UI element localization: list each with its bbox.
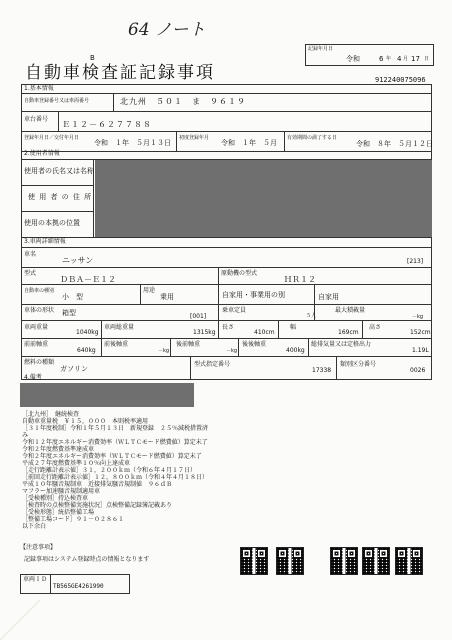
capacity-label: 乗車定員 bbox=[222, 307, 247, 314]
type-approval-label: 型式指定番号 bbox=[194, 361, 231, 368]
remark-line: マフラー加速騒音規制適用車 bbox=[22, 488, 101, 495]
handwritten-note: 64 ノート bbox=[128, 20, 206, 40]
remark-line: 自動車重量税 ￥１５，０００ 本則税率適用 bbox=[22, 418, 149, 425]
length-value: 410cm bbox=[254, 329, 275, 336]
displacement-value: 1.19L bbox=[412, 347, 429, 354]
front-front-axle-value: 640kg bbox=[77, 347, 96, 354]
registration-number-label: 自動車登録番号又は車両番号 bbox=[24, 98, 90, 104]
model-label: 型式 bbox=[24, 270, 37, 277]
front-rear-axle-label: 前後軸重 bbox=[104, 341, 129, 348]
maker-code: [213] bbox=[407, 258, 424, 265]
width-value: 169cm bbox=[338, 329, 359, 336]
record-date-label: 記録年月日 bbox=[308, 46, 334, 52]
notice-text: 記録事項はシステム登録時点の情報となります bbox=[24, 556, 150, 563]
displacement-label: 総排気量又は定格出力 bbox=[311, 341, 372, 348]
vehicle-kind-value: 小 型 bbox=[62, 293, 83, 301]
vehicle-id-label: 車両ＩＤ bbox=[23, 576, 48, 583]
first-registration-label: 初度登録年月 bbox=[179, 135, 210, 141]
max-load-value: －kg bbox=[412, 314, 424, 320]
vehicle-weight-label: 車両重量 bbox=[24, 324, 49, 331]
section-vehicle-heading: 3.車両詳細情報 bbox=[24, 238, 66, 245]
remarks-list bbox=[22, 411, 208, 530]
record-date-year-unit: 年 bbox=[386, 56, 392, 62]
purpose-value: 自家用 bbox=[318, 293, 339, 301]
record-date-day: 17 bbox=[411, 55, 420, 63]
type-approval-value: 17338 bbox=[312, 367, 332, 374]
user-address-label: 使 用 者 の 住 所 bbox=[28, 193, 93, 201]
registration-number-value: 北九州 ５０１ ま ９６１９ bbox=[120, 97, 246, 106]
chassis-number-label: 車台番号 bbox=[24, 116, 49, 123]
gross-weight-label: 車両総重量 bbox=[104, 324, 135, 331]
body-shape-code: [001] bbox=[190, 313, 207, 320]
record-date-month-unit: 月 bbox=[403, 56, 409, 62]
record-date-month: 4 bbox=[397, 55, 402, 63]
section-remarks-heading: 4.備考 bbox=[24, 374, 42, 381]
body-shape-label: 車体の形状 bbox=[24, 307, 55, 314]
remark-line: ［走行距離計表示値］３１，２００ｋｍ（令和６年４月１７日） bbox=[22, 467, 197, 474]
rear-front-axle-value: －kg bbox=[226, 348, 238, 354]
remark-line: ［整備工場コード］９１－０２８６１ bbox=[22, 516, 125, 523]
engine-label: 原動機の型式 bbox=[221, 270, 258, 277]
registration-date-value: 令和 １年 ５月１３日 bbox=[94, 139, 171, 147]
front-front-axle-label: 前前軸重 bbox=[24, 341, 49, 348]
qr-code-1 bbox=[240, 547, 268, 575]
gross-weight-value: 1315kg bbox=[193, 329, 216, 336]
width-label: 幅 bbox=[290, 324, 297, 331]
height-value: 152cm bbox=[410, 329, 431, 336]
remark-line: ［３１年度税制］令和１年５月１３日 新規登録 ２５％減税措置済 bbox=[22, 425, 209, 432]
body-shape-value: 箱型 bbox=[62, 309, 76, 317]
remark-line: 令和２年度エネルギー消費効率（ＷＬＴＣモード燃費値）算定未了 bbox=[22, 453, 202, 460]
expiry-date-label: 有効期間の満了する日 bbox=[287, 135, 338, 141]
category-number-value: 0026 bbox=[410, 367, 426, 374]
qr-code-3 bbox=[330, 547, 358, 575]
qr-code-4 bbox=[362, 547, 390, 575]
chassis-number-value: Ｅ１２－６２７７８８ bbox=[62, 120, 152, 129]
length-label: 長さ bbox=[222, 324, 235, 331]
front-rear-axle-value: －kg bbox=[158, 348, 170, 354]
fuel-type-label: 燃料の種類 bbox=[24, 359, 55, 366]
category-number-label: 類別区分番号 bbox=[340, 361, 377, 368]
use-label: 用途 bbox=[143, 287, 156, 294]
section-basic-heading: 1.基本情報 bbox=[24, 85, 54, 92]
form-mark: B bbox=[90, 54, 95, 62]
base-location-label: 使用の本拠の位置 bbox=[24, 219, 80, 227]
maker-label: 車名 bbox=[24, 251, 37, 258]
max-load-label: 最大積載量 bbox=[335, 307, 366, 314]
redacted-user-info bbox=[95, 160, 432, 237]
record-date-year: 6 bbox=[379, 55, 384, 63]
qr-code-5 bbox=[395, 547, 423, 575]
model-value: ＤＢＡ－Ｅ１２ bbox=[60, 275, 116, 284]
record-date-day-unit: 日 bbox=[424, 56, 430, 62]
height-label: 高さ bbox=[369, 324, 382, 331]
registration-date-label: 登録年月日／交付年月日 bbox=[24, 135, 80, 141]
remark-line: 平成２７年度燃費基準１０％向上達成車 bbox=[22, 460, 131, 467]
qr-code-2 bbox=[276, 547, 304, 575]
vehicle-weight-value: 1040kg bbox=[76, 329, 99, 336]
remark-line: み bbox=[22, 432, 29, 439]
rear-rear-axle-label: 後後軸重 bbox=[242, 341, 267, 348]
purpose-label: 自家用・事業用の別 bbox=[222, 291, 285, 299]
fuel-type-value: ガソリン bbox=[60, 365, 88, 373]
page-fold-mark bbox=[0, 600, 40, 640]
remark-line: 以下余白 bbox=[22, 523, 47, 530]
remark-line: ［北九州］ 継続検査 bbox=[22, 411, 80, 418]
remark-line: 令和１２年度エネルギー消費効率（ＷＬＴＣモード燃費値）算定未了 bbox=[22, 439, 208, 446]
first-registration-value: 令和 １年 ５月 bbox=[221, 139, 277, 147]
capacity-value: ５人 bbox=[306, 313, 317, 319]
expiry-date-value: 令和 ８年 ５月１２日 bbox=[356, 140, 433, 148]
remark-line: ［前回走行距離計表示値］１２，８００ｋｍ（令和４年４月１８日） bbox=[22, 474, 209, 481]
document-title: 自動車検査証記録事項 bbox=[25, 63, 215, 83]
remark-line: ［検査時の点検整備実施状況］点検整備記録簿記載あり bbox=[22, 502, 173, 509]
remark-line: ［受検形態］統括整備工場 bbox=[22, 509, 95, 516]
remark-line: ［受検種別］持込検査車 bbox=[22, 495, 89, 502]
notice-heading: 【注意事項】 bbox=[20, 544, 57, 551]
maker-value: ニッサン bbox=[62, 256, 94, 265]
engine-value: ＨＲ１２ bbox=[284, 275, 316, 284]
record-date-era: 令和 bbox=[346, 55, 360, 63]
user-name-label: 使用者の氏名又は名称 bbox=[24, 167, 94, 175]
rear-front-axle-label: 後前軸重 bbox=[176, 341, 201, 348]
remark-line: 平成１０年騒音規制車 近接排気騒音規制値 ９６ｄＢ bbox=[22, 481, 173, 488]
vehicle-id-value: TB565GE4261990 bbox=[53, 583, 104, 590]
document-number: 912240075096 bbox=[375, 76, 426, 84]
vehicle-kind-label: 自動車の種別 bbox=[24, 288, 55, 294]
use-value: 乗用 bbox=[160, 293, 174, 301]
section-user-heading: 2.使用者情報 bbox=[24, 150, 60, 157]
remark-line: 令和２年度燃費基準達成車 bbox=[22, 446, 95, 453]
redacted-remarks-header bbox=[20, 383, 194, 407]
rear-rear-axle-value: 400kg bbox=[286, 347, 305, 354]
